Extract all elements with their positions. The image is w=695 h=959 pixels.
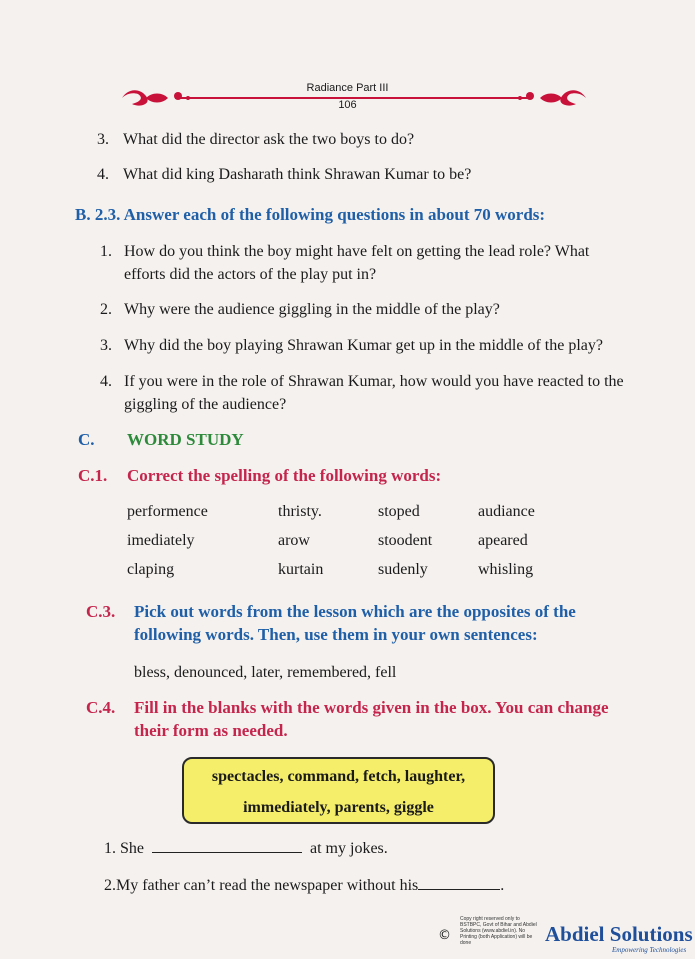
question-number: 4. [100, 373, 112, 390]
b23-question-2 [100, 298, 670, 321]
copyright-icon: © [438, 928, 451, 943]
b23-question-1 [100, 240, 670, 286]
question-text: What did king Dasharath think Shrawan Kumar to be? [123, 166, 472, 183]
section-c3-line2: following words. Then, use them in your own sentences: [134, 625, 538, 644]
question-number: 4. [97, 166, 109, 183]
fill-blank-1 [104, 837, 664, 860]
section-c4-line2: their form as needed. [134, 721, 288, 740]
footer-copyright-note: Copy right reserved only to BSTBPC, Govt of Bihar and Abdiel Solutions (www.abdiel.in). No Printing (both Application) will be done [460, 916, 537, 946]
word-cell: stoodent [378, 532, 433, 549]
section-c3-line1: Pick out words from the lesson which are the opposites of the [134, 602, 576, 621]
misspelled-words-table [127, 503, 535, 590]
word-box [182, 757, 495, 824]
section-c4-label: C.4. [86, 698, 116, 717]
section-b23-heading: B. 2.3. Answer each of the following questions in about 70 words: [75, 205, 546, 224]
blank-prefix: 2.My father can’t read the newspaper without his [104, 877, 419, 894]
fill-blank-2 [104, 874, 664, 897]
section-c-title: WORD STUDY [127, 430, 244, 449]
blank-line [418, 875, 500, 890]
question-3 [97, 128, 657, 151]
word-box-line2: immediately, parents, giggle [243, 799, 434, 816]
word-cell: whisling [478, 561, 534, 578]
question-text: What did the director ask the two boys to do? [123, 131, 415, 148]
word-box-line1: spectacles, command, fetch, laughter, [211, 768, 466, 785]
opposite-words-list: bless, denounced, later, remembered, fell [134, 664, 397, 681]
word-cell: claping [127, 561, 175, 578]
question-number: 2. [100, 301, 112, 318]
blank-suffix: . [500, 877, 505, 894]
word-cell: thristy. [278, 503, 322, 520]
question-text: How do you think the boy might have felt on getting the lead role? What [124, 243, 590, 260]
section-c1-title: Correct the spelling of the following words: [127, 466, 442, 485]
word-cell: apeared [478, 532, 528, 549]
running-header-title: Radiance Part III [306, 82, 389, 94]
table-row [127, 503, 535, 532]
question-4 [97, 163, 657, 186]
question-text-cont: efforts did the actors of the play put in? [124, 266, 377, 283]
word-cell: imediately [127, 532, 195, 549]
question-number: 3. [100, 337, 112, 354]
brand-logo: Abdiel Solutions [545, 922, 693, 946]
word-cell: stoped [378, 503, 420, 520]
table-row [127, 561, 535, 590]
question-number: 3. [97, 131, 109, 148]
word-cell: kurtain [278, 561, 324, 578]
section-c1-label: C.1. [78, 466, 108, 485]
blank-suffix: at my jokes. [310, 840, 388, 857]
word-cell: arow [278, 532, 310, 549]
section-c4-line1: Fill in the blanks with the words given in the box. You can change [134, 698, 609, 717]
question-number: 1. [100, 243, 112, 260]
page-number: 106 [338, 99, 357, 111]
b23-question-4 [100, 370, 670, 416]
question-text: Why did the boy playing Shrawan Kumar get up in the middle of the play? [124, 337, 603, 354]
word-cell: audiance [478, 503, 535, 520]
section-c-label: C. [78, 430, 95, 449]
b23-question-3 [100, 334, 670, 357]
table-row [127, 532, 535, 561]
question-text-cont: giggling of the audience? [124, 396, 287, 413]
question-text: Why were the audience giggling in the middle of the play? [124, 301, 500, 318]
section-c3-label: C.3. [86, 602, 116, 621]
brand-tagline: Empowering Technologies [612, 946, 687, 954]
question-text: If you were in the role of Shrawan Kumar, how would you have reacted to the [124, 373, 624, 390]
word-cell: performence [127, 503, 208, 520]
blank-line [152, 838, 302, 853]
blank-prefix: 1. She [104, 840, 144, 857]
word-cell: sudenly [378, 561, 428, 578]
